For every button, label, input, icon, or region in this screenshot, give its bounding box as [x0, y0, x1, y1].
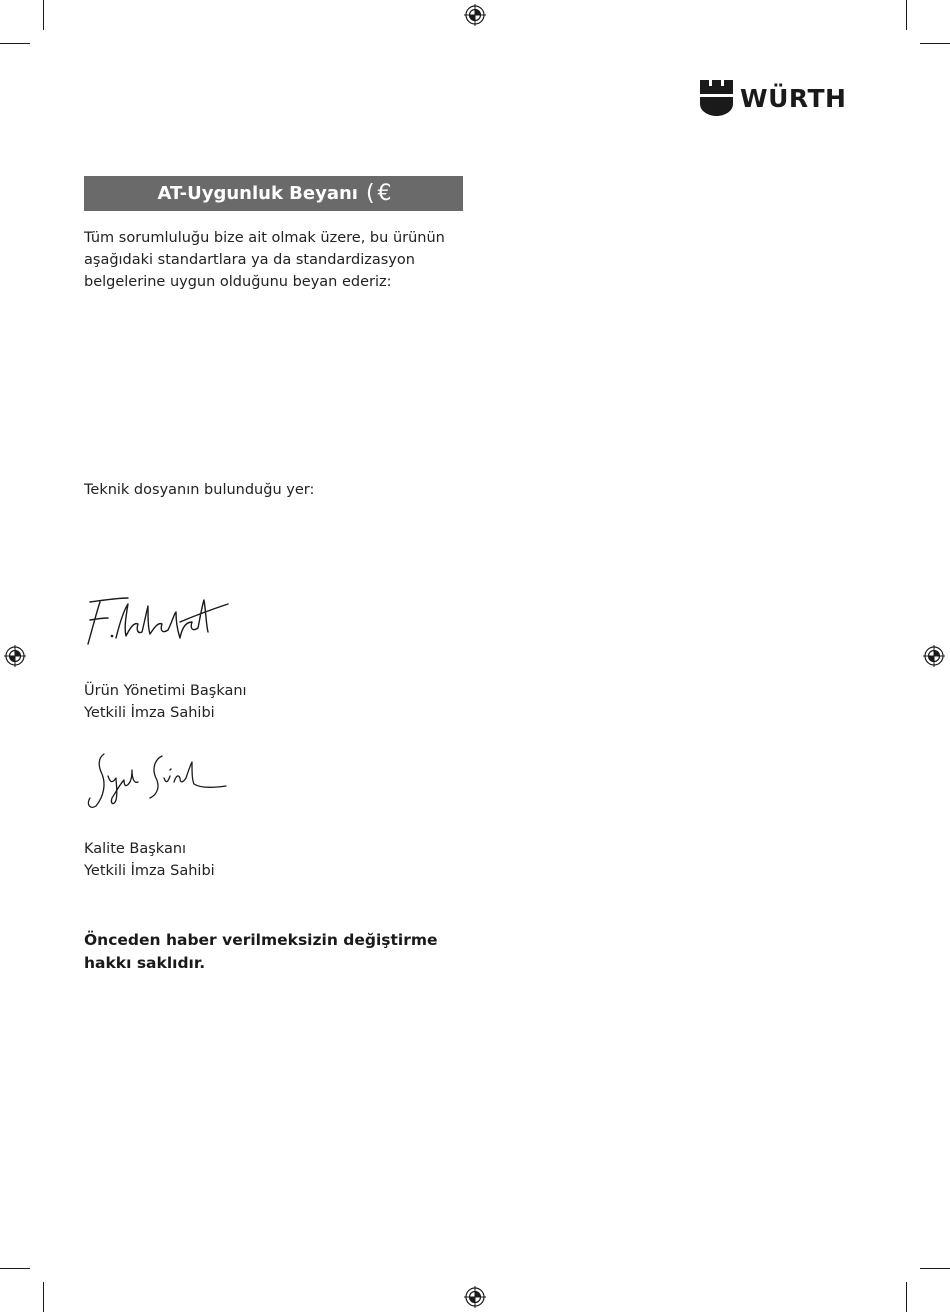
- change-notice-line-2: hakkı saklıdır.: [84, 954, 206, 972]
- signature-1: [82, 592, 232, 648]
- registration-mark-bottom-icon: [464, 1286, 486, 1308]
- crop-mark-bottom-right-v: [906, 1282, 907, 1312]
- crop-mark-bottom-right-h: [920, 1268, 950, 1269]
- registration-mark-right-icon: [923, 645, 945, 667]
- signatory-2-authority: Yetkili İmza Sahibi: [84, 863, 215, 879]
- crop-mark-top-right-v: [906, 0, 907, 30]
- signatory-1-block: [84, 680, 247, 724]
- wurth-emblem-icon: [700, 80, 733, 116]
- registration-mark-left-icon: [4, 645, 26, 667]
- tech-file-label: Teknik dosyanın bulunduğu yer:: [84, 482, 315, 498]
- signatory-2-block: [84, 838, 215, 882]
- intro-line-2: aşağıdaki standartlara ya da standardizasyon: [84, 252, 415, 268]
- brand-name: WÜRTH: [740, 83, 847, 113]
- declaration-title: AT-Uygunluk Beyanı: [157, 183, 358, 204]
- wurth-logo: [700, 80, 846, 116]
- ce-mark-icon: ( €: [365, 181, 390, 206]
- crop-mark-top-right-h: [920, 43, 950, 44]
- declaration-intro: [84, 227, 445, 293]
- signatory-2-role: Kalite Başkanı: [84, 841, 187, 857]
- crop-mark-top-left-v: [43, 0, 44, 30]
- intro-line-1: Tüm sorumluluğu bize ait olmak üzere, bu ürünün: [84, 230, 445, 246]
- crop-mark-bottom-left-h: [0, 1268, 30, 1269]
- declaration-title-bar: [84, 176, 463, 211]
- crop-mark-top-left-h: [0, 43, 30, 44]
- signature-2: [82, 748, 230, 812]
- crop-mark-bottom-left-v: [43, 1282, 44, 1312]
- change-notice: [84, 929, 438, 975]
- change-notice-line-1: Önceden haber verilmeksizin değiştirme: [84, 931, 438, 949]
- signatory-1-authority: Yetkili İmza Sahibi: [84, 705, 215, 721]
- registration-mark-top-icon: [464, 4, 486, 26]
- intro-line-3: belgelerine uygun olduğunu beyan ederiz:: [84, 274, 392, 290]
- signatory-1-role: Ürün Yönetimi Başkanı: [84, 683, 247, 699]
